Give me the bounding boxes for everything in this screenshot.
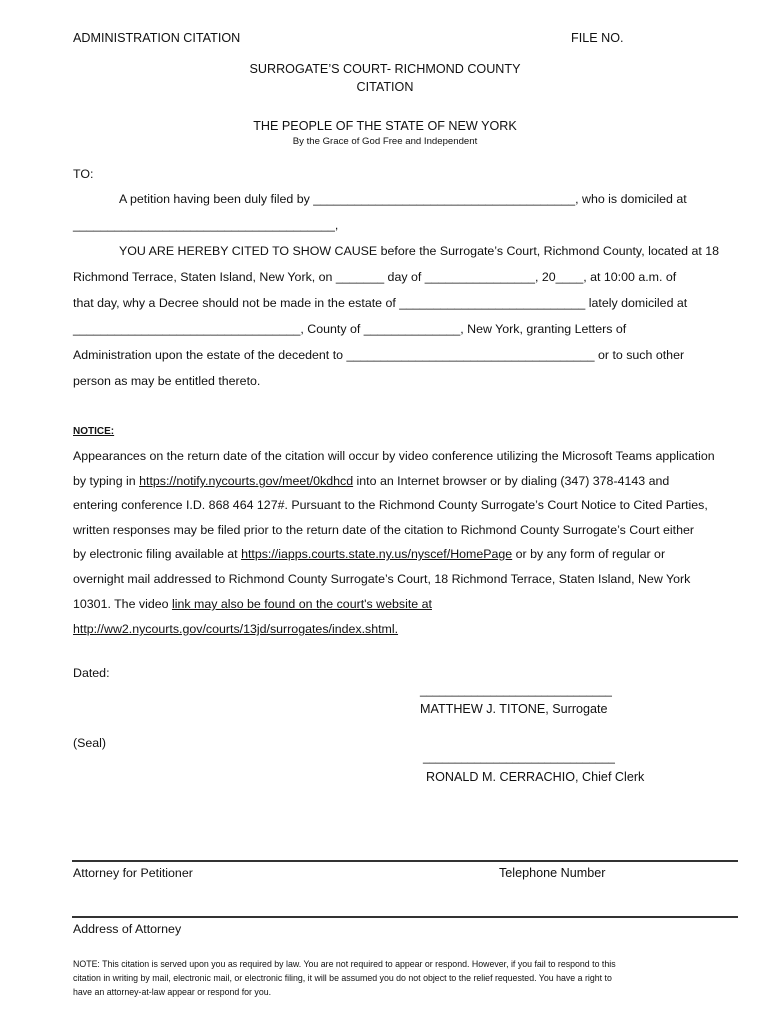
legal-note-line-2: citation in writing by mail, electronic mail, or electronic filing, it will be assumed you do not object to the relief requested. You have a right to — [73, 973, 612, 983]
court-website-link-text[interactable]: link may also be found on the court's website at — [171, 597, 432, 611]
address-rule — [72, 916, 738, 918]
address-of-attorney-label: Address of Attorney — [73, 922, 182, 936]
surrogate-name: MATTHEW J. TITONE, Surrogate — [420, 702, 608, 716]
document-title: CITATION — [356, 80, 414, 94]
nyscef-link[interactable]: https://iapps.courts.state.ny.us/nyscef/HomePage — [241, 547, 513, 561]
cited-line-3: that day, why a Decree should not be made in the estate of ___________________________ lately domiciled at — [73, 296, 688, 310]
notice-line-7 — [73, 597, 432, 611]
cited-line-5: Administration upon the estate of the decedent to ____________________________________ or to such other — [73, 348, 685, 362]
cited-line-6: person as may be entitled thereto. — [73, 374, 261, 388]
document-type-label: ADMINISTRATION CITATION — [73, 31, 241, 45]
notice-heading: NOTICE: — [73, 426, 115, 437]
file-number-label: FILE NO. — [571, 31, 624, 45]
telephone-number-label: Telephone Number — [499, 866, 606, 880]
notice-line-2 — [73, 474, 669, 488]
petition-line-2: ______________________________________, — [73, 218, 339, 232]
clerk-signature-line: ______________________________ — [423, 752, 615, 764]
notice-line-1: Appearances on the return date of the citation will occur by video conference utilizing the Microsoft Teams application — [73, 449, 715, 463]
attorney-for-petitioner-label: Attorney for Petitioner — [73, 866, 193, 880]
notice-line-6: overnight mail addressed to Richmond County Surrogate’s Court, 18 Richmond Terrace, Staten Island, New York — [73, 572, 691, 586]
notice-line-4: written responses may be filed prior to the return date of the citation to Richmond County Surrogate’s Court either — [73, 523, 695, 537]
court-website-link[interactable]: http://ww2.nycourts.gov/courts/13jd/surrogates/index.shtml. — [73, 622, 399, 636]
cited-line-4: _________________________________, County of ______________, New York, granting Letters of — [73, 322, 627, 336]
notice-text: 10301. The video — [73, 597, 172, 611]
legal-note — [73, 957, 728, 999]
clerk-name: RONALD M. CERRACHIO, Chief Clerk — [426, 770, 645, 784]
notice-text: by electronic filing available at — [73, 547, 242, 561]
attorney-rule — [72, 860, 738, 862]
notice-line-3: entering conference I.D. 868 464 127#. Pursuant to the Richmond County Surrogate’s Court Notice to Cited Parties, — [73, 498, 708, 512]
people-heading: THE PEOPLE OF THE STATE OF NEW YORK — [253, 119, 517, 133]
petition-line-1: A petition having been duly filed by ______________________________________, who is domiciled at — [119, 192, 687, 206]
teams-meeting-link[interactable]: https://notify.nycourts.gov/meet/0kdhcd — [139, 474, 354, 488]
legal-note-line-3: have an attorney-at-law appear or respond for you. — [73, 987, 272, 997]
grace-subheading: By the Grace of God Free and Independent — [292, 136, 478, 147]
dated-label: Dated: — [73, 666, 110, 680]
legal-note-line-1: NOTE: This citation is served upon you as required by law. You are not required to appear or respond. However, if you fail to respond to this — [73, 959, 616, 969]
surrogate-signature-line: ______________________________ — [420, 685, 612, 697]
seal-label: (Seal) — [73, 736, 107, 750]
notice-text: by typing in — [73, 474, 140, 488]
court-title: SURROGATE’S COURT- RICHMOND COUNTY — [249, 62, 521, 76]
notice-text: or by any form of regular or — [512, 547, 666, 561]
cited-line-2: Richmond Terrace, Staten Island, New York, on _______ day of ________________, 20____, at 10:00 a.m. of — [73, 270, 677, 284]
to-label: TO: — [73, 167, 94, 181]
notice-line-5 — [73, 547, 665, 561]
notice-text: into an Internet browser or by dialing (347) 378-4143 and — [353, 474, 670, 488]
cited-line-1: YOU ARE HEREBY CITED TO SHOW CAUSE before the Surrogate’s Court, Richmond County, located at 18 — [119, 244, 720, 258]
